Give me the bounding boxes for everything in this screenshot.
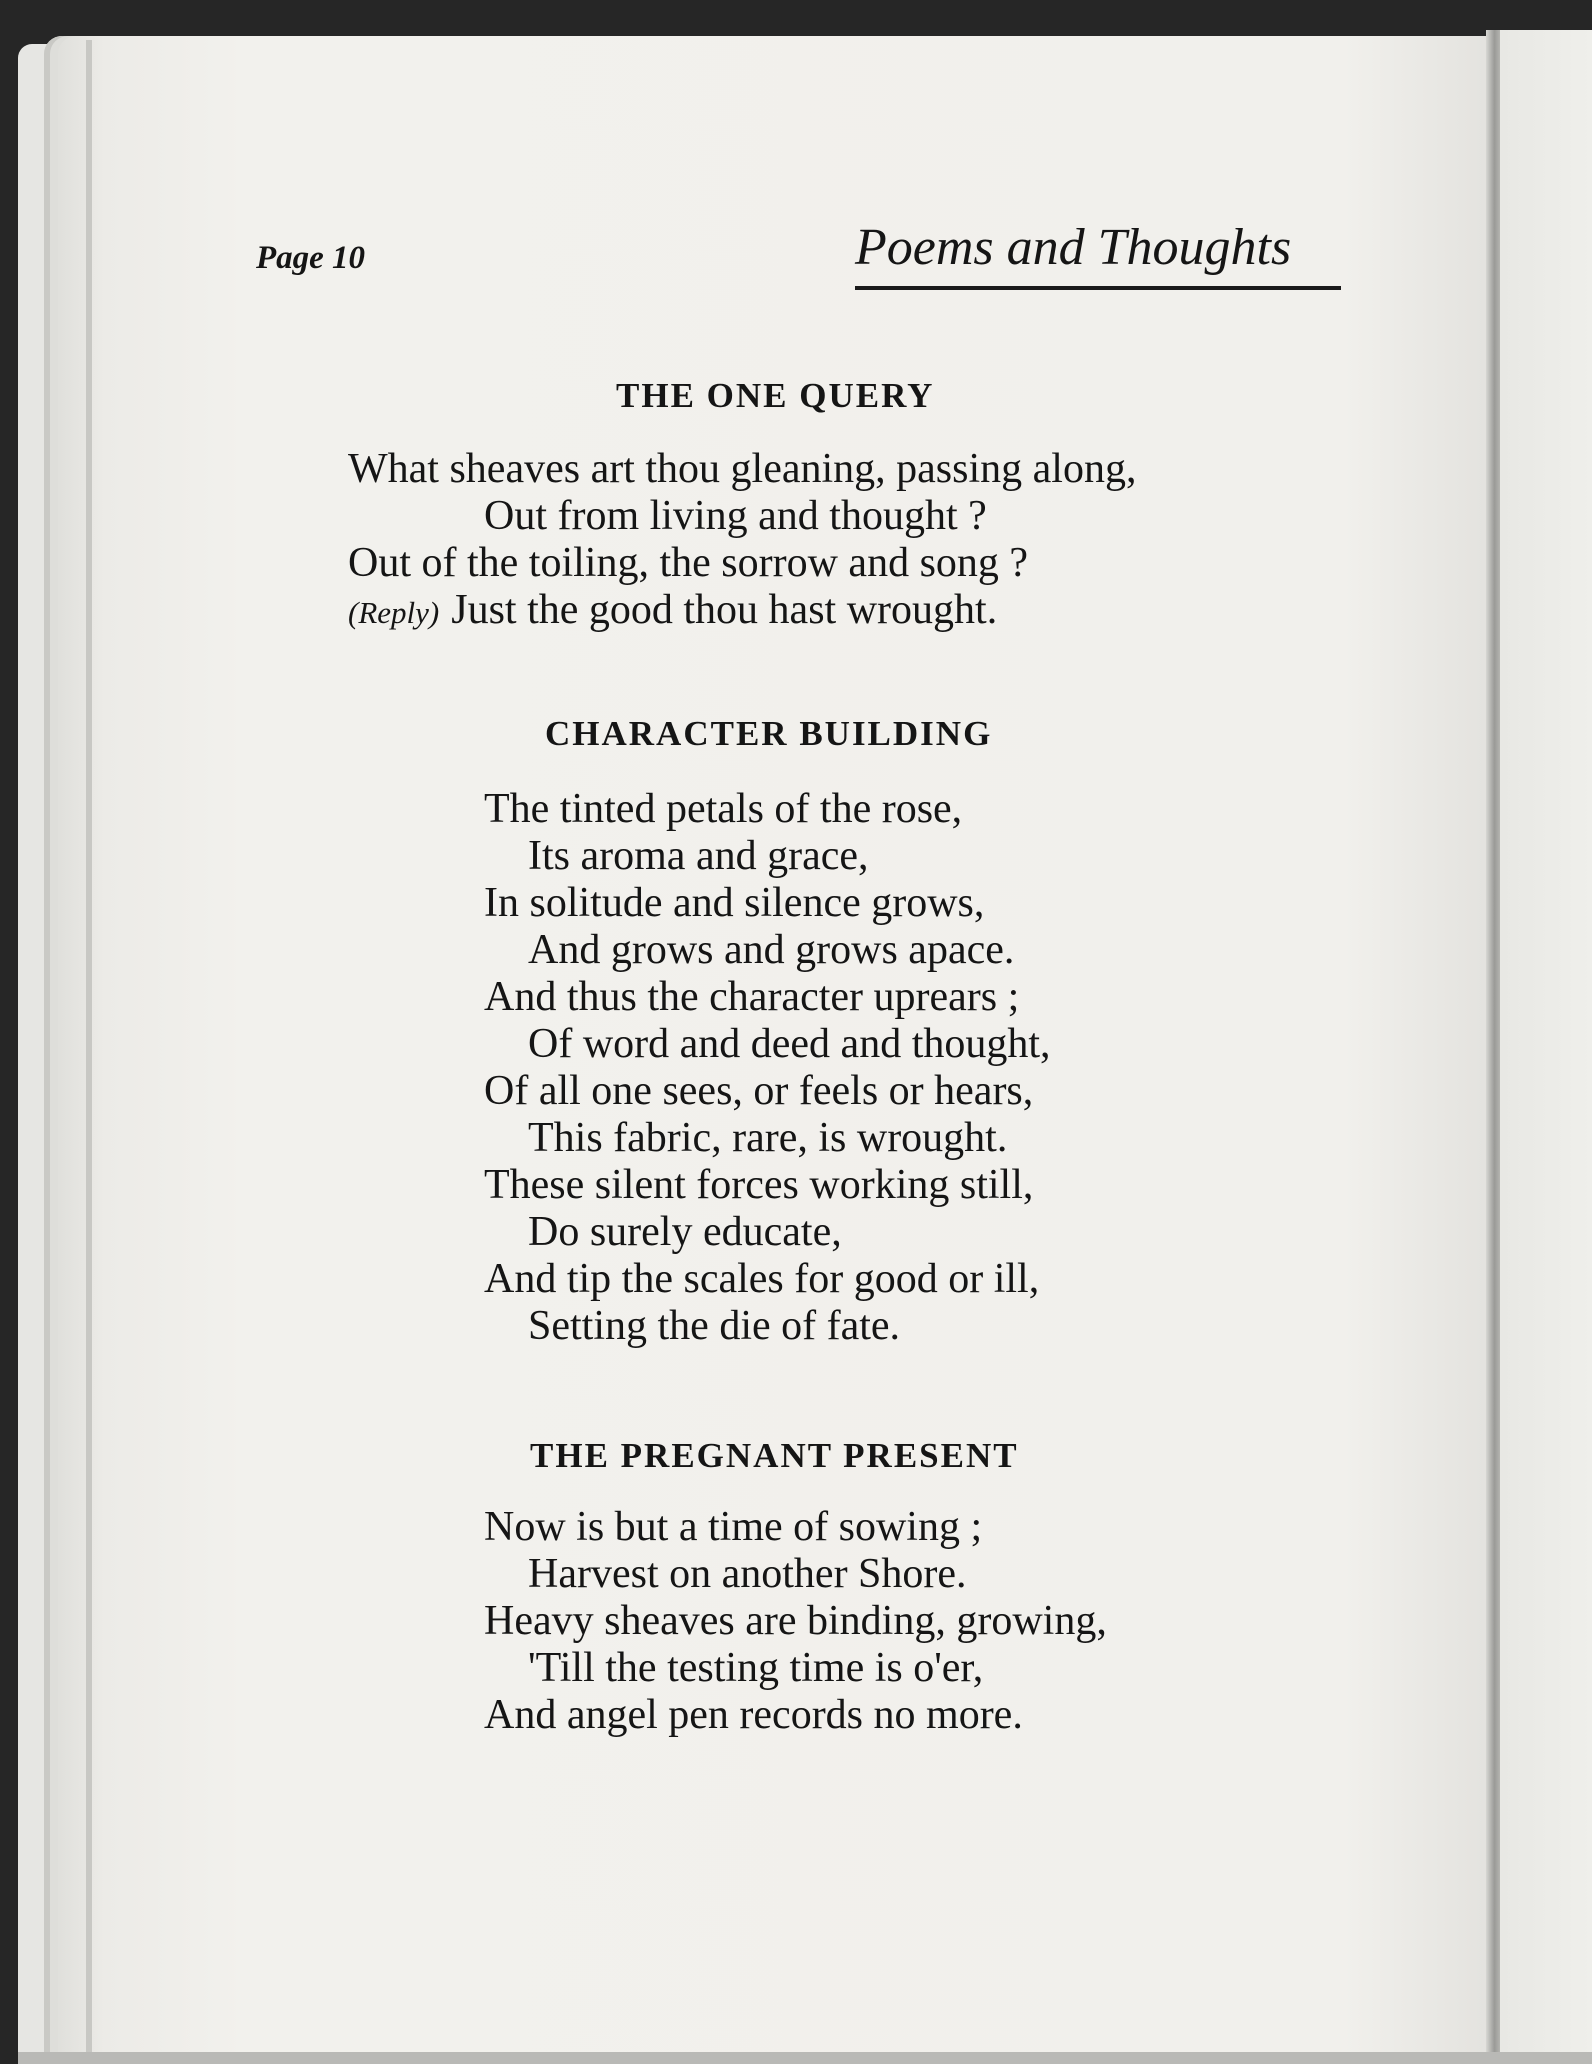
reply-label: (Reply) bbox=[348, 595, 440, 630]
verse-line: These silent forces working still, bbox=[484, 1162, 1034, 1208]
verse-line: Harvest on another Shore. bbox=[528, 1551, 967, 1597]
verse-line: Of all one sees, or feels or hears, bbox=[484, 1068, 1034, 1114]
verse-line: Setting the die of fate. bbox=[528, 1303, 901, 1349]
verse-line: 'Till the testing time is o'er, bbox=[528, 1645, 984, 1691]
verse-line: Heavy sheaves are binding, growing, bbox=[484, 1598, 1107, 1644]
binding-spine bbox=[86, 40, 92, 2064]
bottom-edge bbox=[18, 2052, 1592, 2064]
poem-pregnant-present bbox=[484, 1504, 1107, 1739]
facing-page-edge bbox=[1500, 30, 1592, 2064]
running-title: Poems and Thoughts bbox=[855, 219, 1292, 276]
poem-character-building bbox=[484, 786, 1051, 1350]
verse-line: And tip the scales for good or ill, bbox=[484, 1256, 1040, 1302]
page-number: Page 10 bbox=[256, 240, 366, 276]
verse-line: Now is but a time of sowing ; bbox=[484, 1504, 983, 1550]
poem-title-character-building: CHARACTER BUILDING bbox=[545, 714, 993, 753]
verse-line: What sheaves art thou gleaning, passing along, bbox=[348, 446, 1137, 492]
title-underline bbox=[855, 286, 1341, 290]
verse-line: And angel pen records no more. bbox=[484, 1692, 1023, 1738]
verse-line: Out from living and thought ? bbox=[484, 493, 987, 539]
verse-line: Just the good thou hast wrought. bbox=[451, 587, 998, 633]
page-fold-shadow bbox=[1486, 30, 1500, 2064]
verse-line: Do surely educate, bbox=[528, 1209, 842, 1255]
verse-line-reply bbox=[348, 587, 1136, 634]
verse-line: In solitude and silence grows, bbox=[484, 880, 985, 926]
poem-one-query bbox=[348, 446, 1136, 634]
poem-title-one-query: THE ONE QUERY bbox=[616, 376, 935, 415]
poem-title-pregnant-present: THE PREGNANT PRESENT bbox=[530, 1436, 1019, 1475]
verse-line: And thus the character uprears ; bbox=[484, 974, 1020, 1020]
verse-line: The tinted petals of the rose, bbox=[484, 786, 963, 832]
verse-line: This fabric, rare, is wrought. bbox=[528, 1115, 1008, 1161]
verse-line: And grows and grows apace. bbox=[528, 927, 1015, 973]
verse-line: Its aroma and grace, bbox=[528, 833, 869, 879]
verse-line: Out of the toiling, the sorrow and song ? bbox=[348, 540, 1029, 586]
verse-line: Of word and deed and thought, bbox=[528, 1021, 1051, 1067]
